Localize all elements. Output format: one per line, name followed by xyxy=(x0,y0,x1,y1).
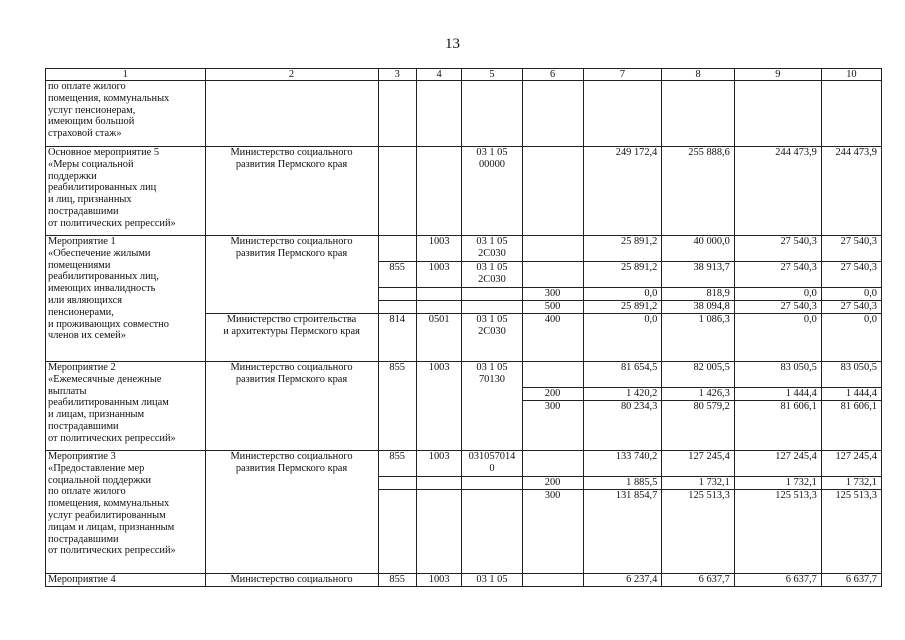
table-row xyxy=(46,451,882,477)
department: Министерство социального развития Пермского края xyxy=(205,236,378,314)
column-header: 2 xyxy=(205,69,378,81)
cell-value: 27 540,3 xyxy=(734,262,821,288)
table-row xyxy=(46,147,882,236)
cell-value: 244 473,9 xyxy=(734,147,821,236)
page-number: 13 xyxy=(445,36,460,52)
cell-value: 127 245,4 xyxy=(821,451,881,477)
cell-value: 27 540,3 xyxy=(821,301,881,314)
cell-value: 27 540,3 xyxy=(821,236,881,262)
cell-value: 255 888,6 xyxy=(662,147,735,236)
cell-value: 1 444,4 xyxy=(821,388,881,401)
cell-value: 27 540,3 xyxy=(821,262,881,288)
cell-value: 1 885,5 xyxy=(583,477,662,490)
cell-section: 0501 xyxy=(416,314,462,362)
cell-value: 38 094,8 xyxy=(662,301,735,314)
column-header: 9 xyxy=(734,69,821,81)
cell-value: 127 245,4 xyxy=(662,451,735,477)
cell-value: 1 732,1 xyxy=(662,477,735,490)
cell-value: 125 513,3 xyxy=(734,490,821,574)
row-description: Мероприятие 4 xyxy=(46,574,206,587)
column-header: 1 xyxy=(46,69,206,81)
cell-value: 818,9 xyxy=(662,288,735,301)
cell-value: 27 540,3 xyxy=(734,301,821,314)
row-description: по оплате жилого помещения, коммунальных услуг пенсионерам, имеющим большой страховой стаж» xyxy=(46,81,206,147)
cell-value: 81 606,1 xyxy=(821,401,881,451)
cell-expense-type: 300 xyxy=(522,401,583,451)
cell-csr: 03 1 05 70130 xyxy=(462,362,522,451)
cell-section: 1003 xyxy=(416,362,462,451)
cell-value: 6 637,7 xyxy=(821,574,881,587)
cell-ministry-code: 855 xyxy=(378,574,416,587)
cell-value: 81 606,1 xyxy=(734,401,821,451)
cell-expense-type: 200 xyxy=(522,388,583,401)
row-description: Мероприятие 2 «Ежемесячные денежные выплаты реабилитированным лицам и лицам, признанным пострадавшими от политических репрессий» xyxy=(46,362,206,451)
cell-csr: 031057014 0 xyxy=(462,451,522,477)
cell-value: 0,0 xyxy=(734,288,821,301)
cell-value: 83 050,5 xyxy=(821,362,881,388)
cell-value: 38 913,7 xyxy=(662,262,735,288)
cell-ministry-code: 855 xyxy=(378,362,416,451)
cell-value: 1 420,2 xyxy=(583,388,662,401)
cell-value: 249 172,4 xyxy=(583,147,662,236)
table-row xyxy=(46,362,882,388)
cell-value: 80 234,3 xyxy=(583,401,662,451)
cell-value: 131 854,7 xyxy=(583,490,662,574)
cell-value: 81 654,5 xyxy=(583,362,662,388)
column-header: 8 xyxy=(662,69,735,81)
cell-csr: 03 1 05 2С030 xyxy=(462,236,522,262)
cell-csr: 03 1 05 2С030 xyxy=(462,262,522,288)
cell-value: 25 891,2 xyxy=(583,236,662,262)
cell-section: 1003 xyxy=(416,236,462,262)
cell-value: 125 513,3 xyxy=(662,490,735,574)
cell-csr: 03 1 05 00000 xyxy=(462,147,522,236)
cell-value: 40 000,0 xyxy=(662,236,735,262)
department: Министерство социального развития Пермского края xyxy=(205,451,378,574)
column-header: 4 xyxy=(416,69,462,81)
row-description: Мероприятие 1 «Обеспечение жилыми помещениями реабилитированных лиц, имеющих инвалидность или являющихся пенсионерами, и проживающих совместно членов их семей» xyxy=(46,236,206,362)
cell-expense-type: 300 xyxy=(522,490,583,574)
cell-value: 244 473,9 xyxy=(821,147,881,236)
table-row xyxy=(46,81,882,147)
cell-value: 127 245,4 xyxy=(734,451,821,477)
cell-value: 1 732,1 xyxy=(734,477,821,490)
row-description: Основное мероприятие 5 «Меры социальной поддержки реабилитированных лиц и лиц, признанных пострадавшими от политических репрессий» xyxy=(46,147,206,236)
cell-value: 0,0 xyxy=(734,314,821,362)
cell-value: 6 637,7 xyxy=(662,574,735,587)
budget-table xyxy=(45,68,882,587)
cell-csr: 03 1 05 xyxy=(462,574,522,587)
header-row xyxy=(46,69,882,81)
cell-value: 82 005,5 xyxy=(662,362,735,388)
cell-value: 80 579,2 xyxy=(662,401,735,451)
cell-value: 0,0 xyxy=(583,314,662,362)
cell-value: 133 740,2 xyxy=(583,451,662,477)
column-header: 5 xyxy=(462,69,522,81)
column-header: 10 xyxy=(821,69,881,81)
cell-value: 1 732,1 xyxy=(821,477,881,490)
cell-section: 1003 xyxy=(416,262,462,288)
cell-value: 1 444,4 xyxy=(734,388,821,401)
cell-ministry-code: 855 xyxy=(378,262,416,288)
cell-value: 1 086,3 xyxy=(662,314,735,362)
cell-value: 1 426,3 xyxy=(662,388,735,401)
table-row xyxy=(46,236,882,262)
row-description: Мероприятие 3 «Предоставление мер социальной поддержки по оплате жилого помещения, коммунальных услуг реабилитированным лицам и лицам, признанным пострадавшими от политических репрессий» xyxy=(46,451,206,574)
cell-value: 25 891,2 xyxy=(583,301,662,314)
column-header: 7 xyxy=(583,69,662,81)
table-row xyxy=(46,574,882,587)
cell-value: 83 050,5 xyxy=(734,362,821,388)
department: Министерство социального развития Пермского края xyxy=(205,362,378,451)
cell-ministry-code: 814 xyxy=(378,314,416,362)
department: Министерство социального развития Пермского края xyxy=(205,147,378,236)
cell-value: 6 237,4 xyxy=(583,574,662,587)
department: Министерство строительства и архитектуры Пермского края xyxy=(205,314,378,362)
cell-value: 125 513,3 xyxy=(821,490,881,574)
cell-csr: 03 1 05 2С030 xyxy=(462,314,522,362)
cell-value: 6 637,7 xyxy=(734,574,821,587)
department: Министерство социального xyxy=(205,574,378,587)
cell-value: 0,0 xyxy=(583,288,662,301)
cell-ministry-code: 855 xyxy=(378,451,416,477)
cell-expense-type: 300 xyxy=(522,288,583,301)
column-header: 3 xyxy=(378,69,416,81)
cell-value: 27 540,3 xyxy=(734,236,821,262)
cell-value: 0,0 xyxy=(821,288,881,301)
cell-expense-type: 200 xyxy=(522,477,583,490)
cell-value: 25 891,2 xyxy=(583,262,662,288)
cell-expense-type: 500 xyxy=(522,301,583,314)
column-header: 6 xyxy=(522,69,583,81)
cell-section: 1003 xyxy=(416,574,462,587)
cell-value: 0,0 xyxy=(821,314,881,362)
cell-expense-type: 400 xyxy=(522,314,583,362)
cell-section: 1003 xyxy=(416,451,462,477)
